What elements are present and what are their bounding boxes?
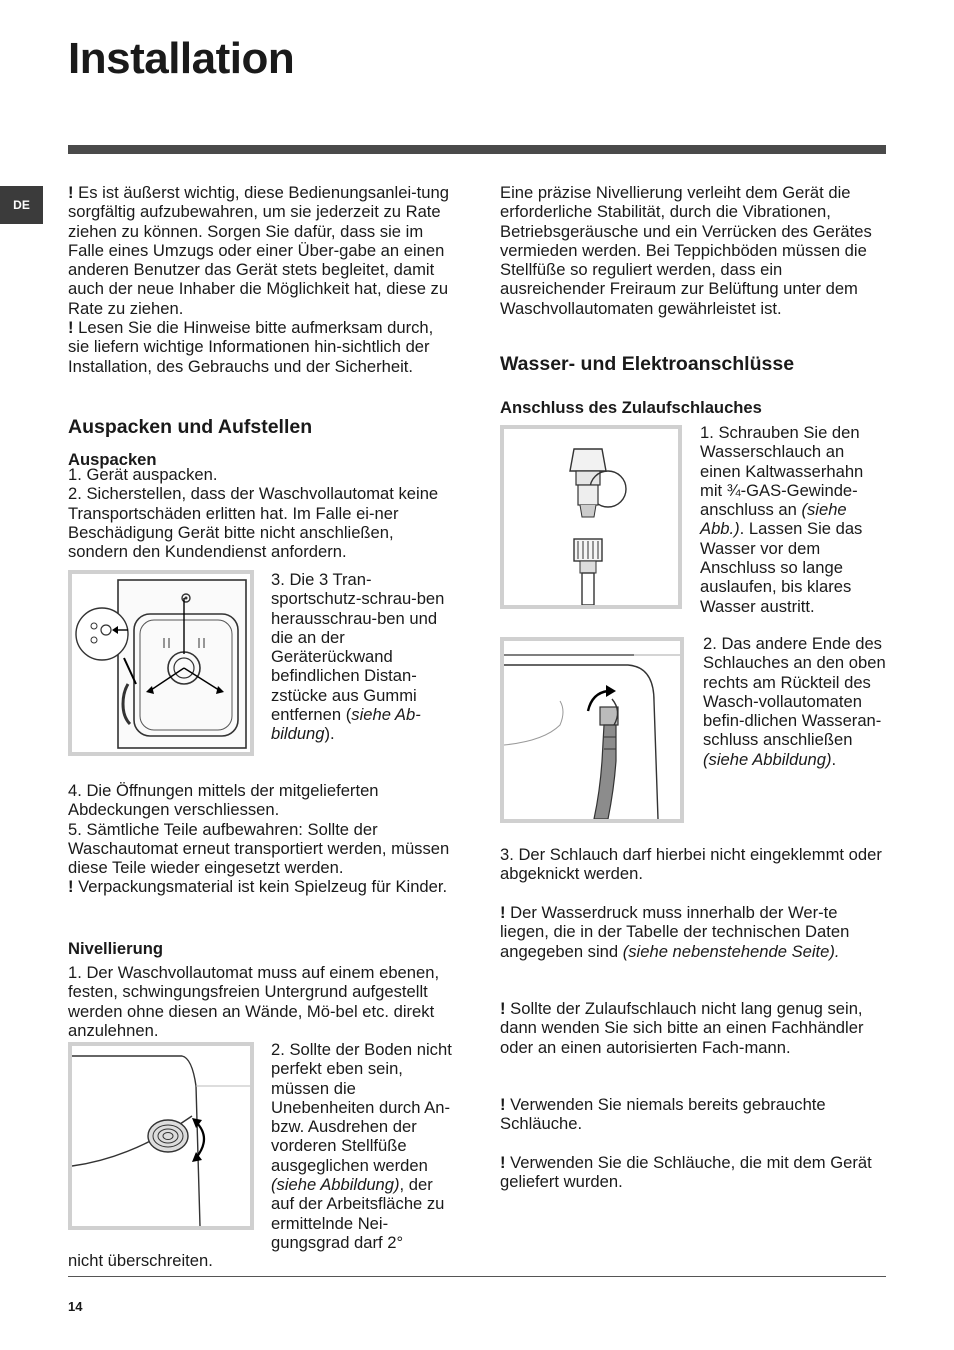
auspacken-step-4: 4. Die Öffnungen mittels der mitgelieferten Abdeckungen verschliessen. <box>68 781 379 820</box>
zulauf-step-2: 2. Das andere Ende des Schlauches an den oben rechts am Rückteil des Wasch-vollautomaten befin-dlichen Wasseran-schluss anschließen (siehe Abbildung). <box>703 634 886 769</box>
intro-note-2: ! Lesen Sie die Hinweise bitte aufmerksam durch, sie liefern wichtige Informationen hin-sichtlich der Installation, des Gebrauchs und der Sicherheit. <box>68 318 434 376</box>
section-heading-wasser-elektro: Wasser- und Elektroanschlüsse <box>500 353 795 375</box>
packaging-warning: ! Verpackungsmaterial ist kein Spielzeug für Kinder. <box>68 877 448 897</box>
nivellierung-step-2-end: nicht überschreiten. <box>68 1251 213 1270</box>
leveling-intro: Eine präzise Nivellierung verleiht dem Gerät die erforderliche Stabilität, durch die Vibrationen, Betriebsgeräusche und ein Verrücken des Gerätes vermieden werden. Bei Teppichböden müssen die Stellfüße so reguliert werden, dass ein ausreichender Freiraum zur Belüftung unter dem Waschvollautomaten gewährleistet ist. <box>500 183 872 318</box>
subheading-auspacken: Auspacken <box>68 450 157 469</box>
intro-note-1: ! Es ist äußerst wichtig, diese Bedienungsanlei-tung sorgfältig aufzubewahren, um sie jederzeit zu Rate ziehen zu können. Sorgen Sie dafür, dass sie im Falle eines Umzugs oder einer Über-gabe an einen anderen Benutzer das Gerät stets begleitet, damit auch der neue Inhaber die Möglichkeit hat, diese zu Rate zu ziehen. <box>68 183 449 318</box>
nivellierung-step-1: 1. Der Waschvollautomat muss auf einem ebenen, festen, schwingungsfreien Untergrund aufgestellt werden ohne diesen an Wände, Mö-bel etc. direkt anzulehnen. <box>68 963 440 1040</box>
water-pressure-note: ! Der Wasserdruck muss innerhalb der Wer-te liegen, die in der Tabelle der technischen Daten angegeben sind (siehe nebenstehende Seite). <box>500 903 850 961</box>
rear-transport-screws-figure <box>68 570 254 756</box>
used-hoses-note: ! Verwenden Sie niemals bereits gebrauchte Schläuche. <box>500 1095 826 1134</box>
hose-connection-figure <box>500 637 684 823</box>
footer-rule <box>68 1276 886 1277</box>
hose-length-note: ! Sollte der Zulaufschlauch nicht lang genug sein, dann wenden Sie sich bitte an einen Fachhändler oder an einen autorisierten Fach-mann. <box>500 999 864 1057</box>
adjustable-foot-figure <box>68 1042 254 1230</box>
auspacken-step-5: 5. Sämtliche Teile aufbewahren: Sollte der Waschautomat erneut transportiert werden, müssen diese Teile wieder eingesetzt werden. <box>68 819 450 878</box>
section-heading-auspacken-aufstellen: Auspacken und Aufstellen <box>68 416 313 438</box>
zulauf-step-1: 1. Schrauben Sie den Wasserschlauch an einen Kaltwasserhahn mit ¾-GAS-Gewinde-anschluss an (siehe Abb.). Lassen Sie das Wasser vor dem Anschluss so lange auslaufen, bis klares Wasser austritt. <box>700 423 864 616</box>
subheading-nivellierung: Nivellierung <box>68 939 163 958</box>
auspacken-steps <box>68 465 456 561</box>
supplied-hoses-note: ! Verwenden Sie die Schläuche, die mit dem Gerät geliefert wurden. <box>500 1153 872 1192</box>
page-title: Installation <box>68 34 295 83</box>
auspacken-step-3: 3. Die 3 Tran-sportschutz-schrau-ben herausschrau-ben und die an der Geräterückwand befindlichen Distan-zstücke aus Gummi entfernen (siehe Ab-bildung). <box>271 570 445 744</box>
language-tab: DE <box>0 186 43 224</box>
page-number: 14 <box>68 1299 83 1314</box>
auspacken-step-1: 1. Gerät auspacken. <box>68 465 218 484</box>
auspacken-steps-continued <box>68 781 456 897</box>
subheading-zulaufschlauch: Anschluss des Zulaufschlauches <box>500 398 762 417</box>
tap-hose-figure <box>500 425 682 609</box>
auspacken-step-2: 2. Sicherstellen, dass der Waschvollautomat keine Transportschäden erlitten hat. Im Falle ei-ner Beschädigung Gerät bitte nicht anschließen, sondern den Kundendienst anfordern. <box>68 484 439 562</box>
header-rule <box>68 145 886 154</box>
nivellierung-step-2: 2. Sollte der Boden nicht perfekt eben sein, müssen die Unebenheiten durch An- bzw. Ausdrehen der vorderen Stellfüße ausgeglichen werden (siehe Abbildung), der auf der Arbeitsfläche zu ermittelnde Nei-gungsgrad darf 2° <box>271 1040 452 1252</box>
zulauf-step-3: 3. Der Schlauch darf hierbei nicht eingeklemmt oder abgeknickt werden. <box>500 845 882 884</box>
intro-notes <box>68 183 456 376</box>
